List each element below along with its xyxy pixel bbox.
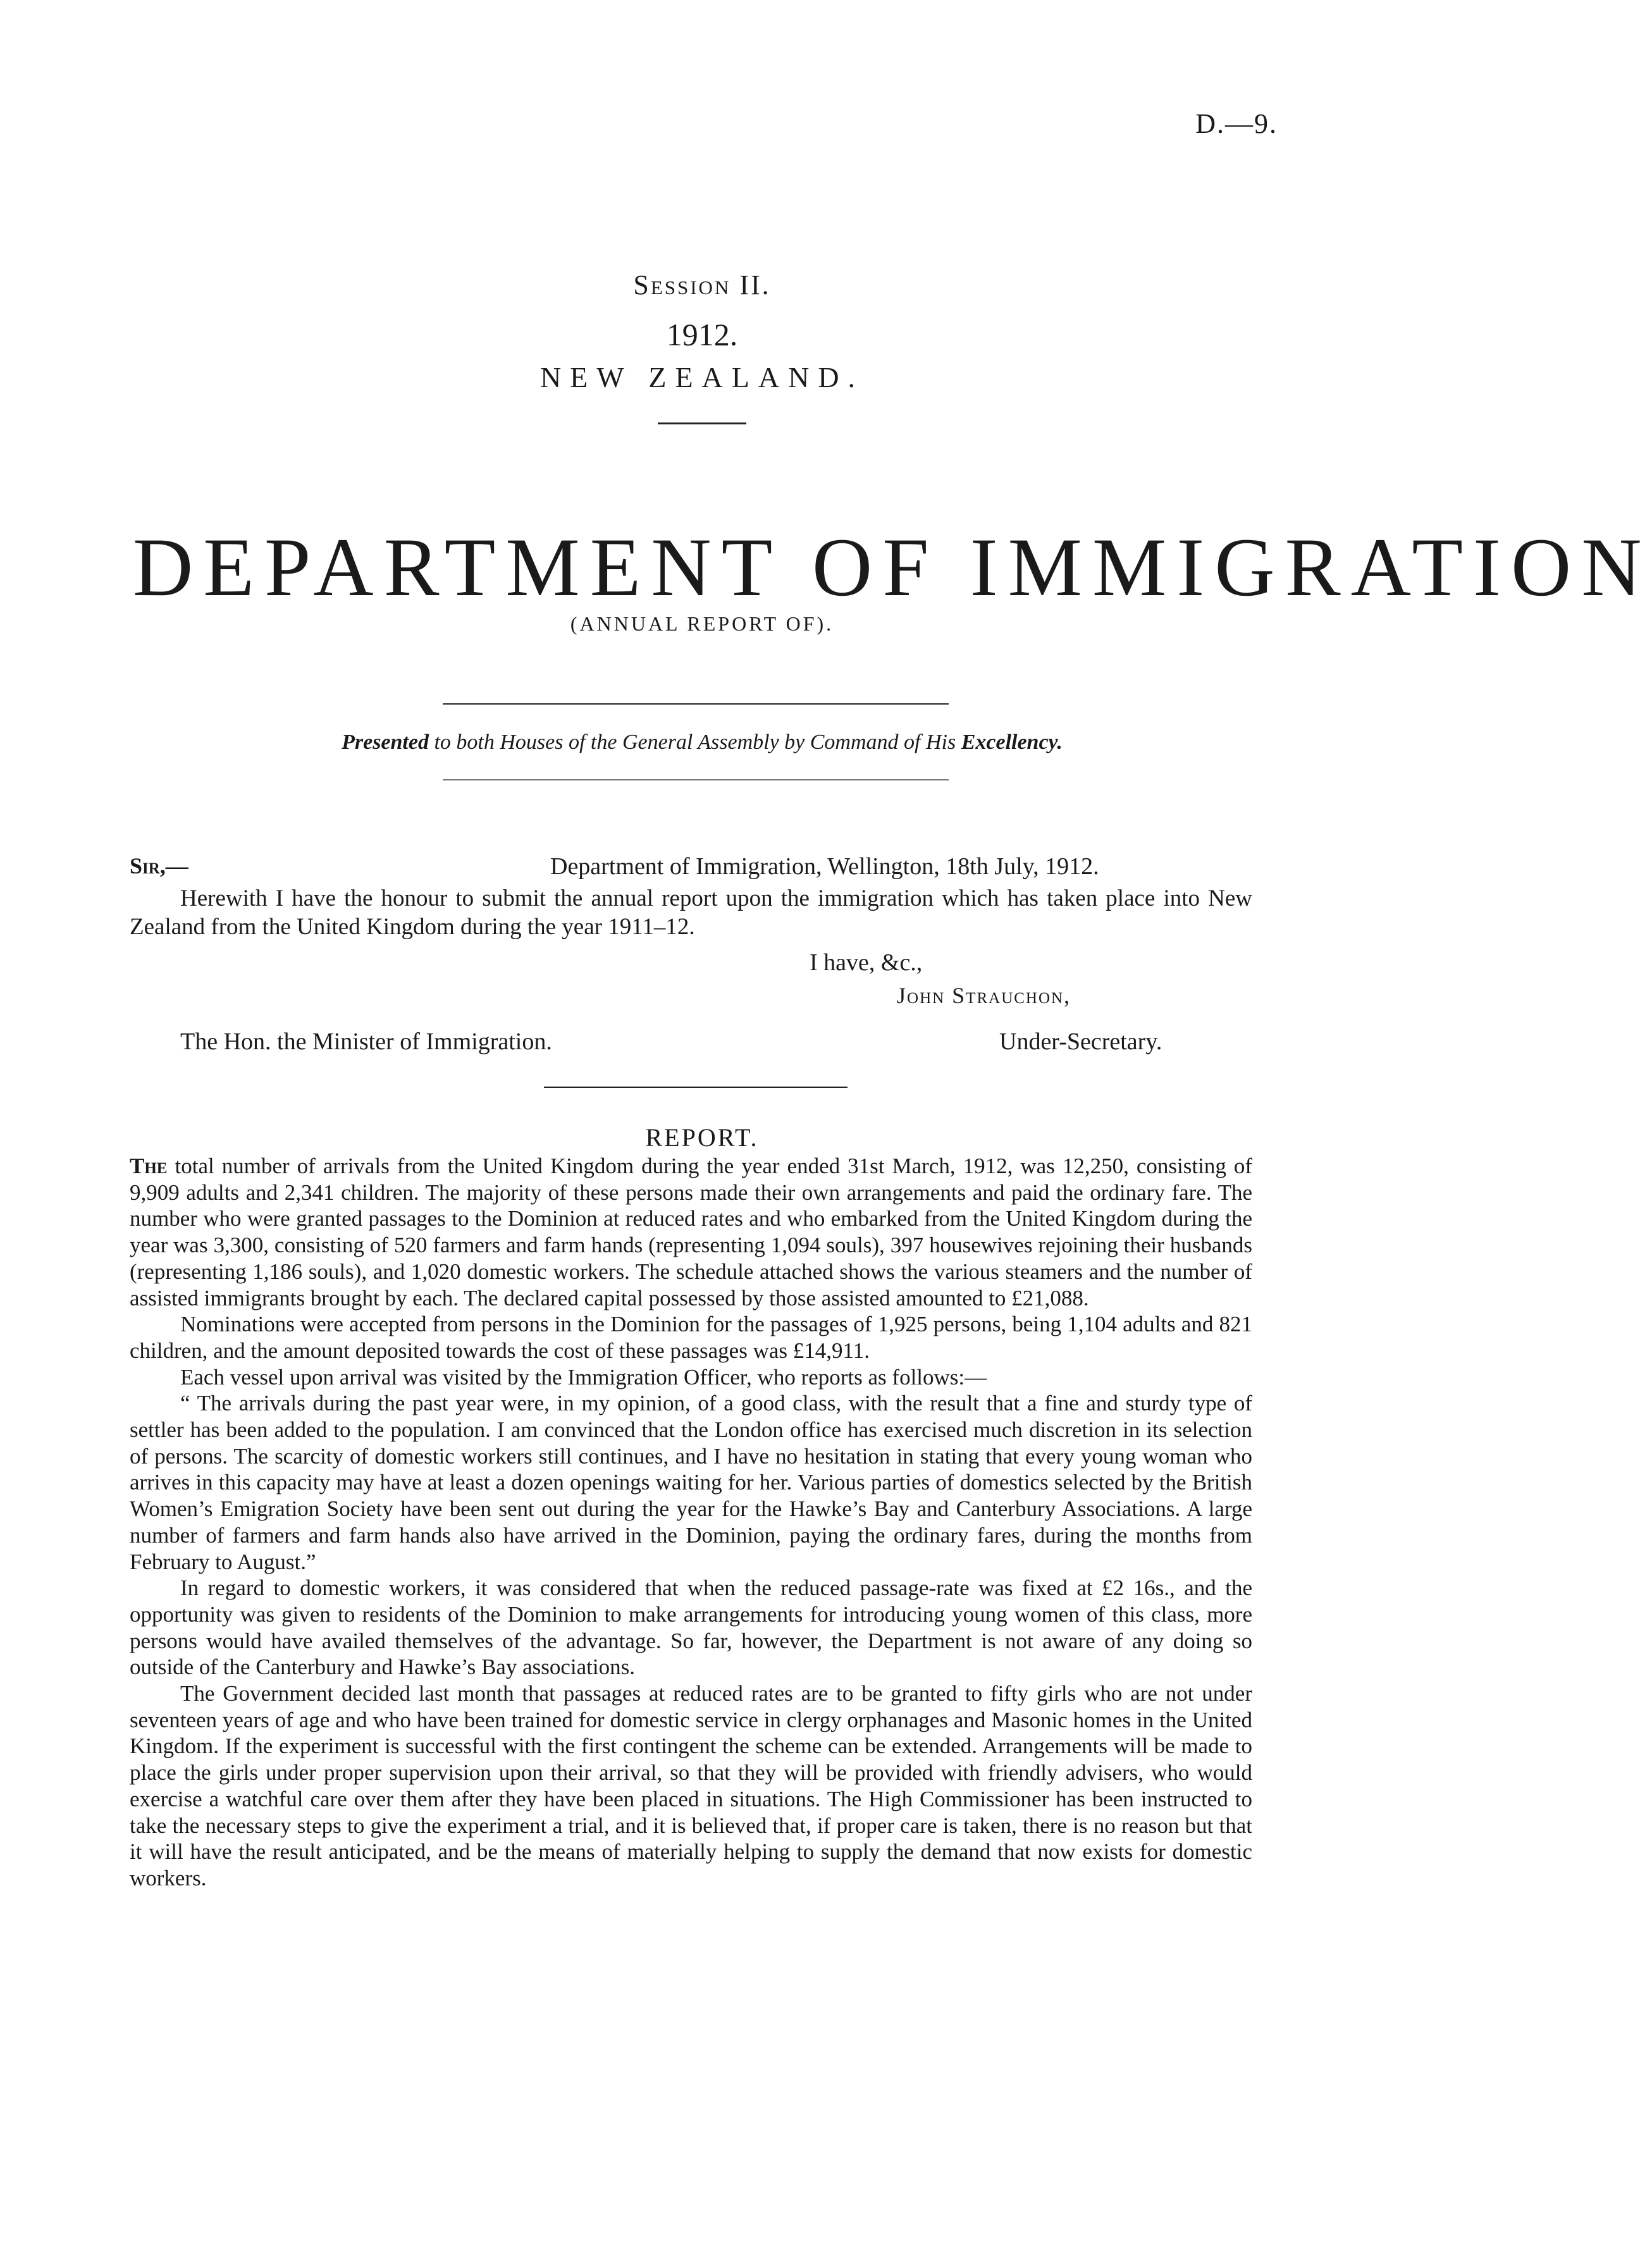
country-label: NEW ZEALAND. [539,361,865,393]
presented-line [0,730,1404,755]
report-paragraph-6: The Government decided last month that passages at reduced rates are to be granted to fifty girls who are not under seventeen years of age and who have been trained for domestic service in clergy orphanages and Masonic homes in the United Kingdom. If the experiment is successful with the first contingent the scheme can be extended. Arrangements will be made to place the girls under proper supervision upon their arrival, so that they will be provided with friendly advisers, who would exercise a watchful care over them after they have been placed in situations. The High Commissioner has been instructed to take the necessary steps to give the experiment a trial, and it is believed that, if proper care is taken, there is no reason but that it will have the result anticipated, and be the means of materially helping to supply the demand that now exists for domestic workers. [130,1681,1252,1890]
letter-addressee: The Hon. the Minister of Immigration. [180,1028,552,1055]
report-paragraph-3: Each vessel upon arrival was visited by the Immigration Officer, who reports as follows:— [180,1364,987,1390]
presented-lead: Presented [342,730,429,754]
session-label: Session II. [633,269,771,300]
letter-signature: John Strauchon, [897,983,1071,1008]
document-subtitle: (ANNUAL REPORT OF). [570,612,834,635]
presented-text: to both Houses of the General Assembly by Command of His [434,730,956,754]
report-paragraph-5: In regard to domestic workers, it was considered that when the reduced passage-rate was fixed at £2 16s., and the opportunity was given to residents of the Dominion to make arrangements for introducing young women of this class, more persons would have availed themselves of the advantage. So far, however, the Department is not aware of any doing so outside of the Canterbury and Hawke’s Bay associations. [130,1575,1252,1680]
letter-body: Herewith I have the honour to submit the annual report upon the immigration which has taken place into New Zealand from the United Kingdom during the year 1911–12. [130,885,1252,940]
letter-address: Department of Immigration, Wellington, 18th July, 1912. [550,853,1099,880]
presented-tail: Excellency. [961,730,1063,754]
title-divider [443,703,949,705]
report-paragraph-1 [130,1153,1252,1311]
letter-divider [544,1087,848,1088]
report-paragraph-2: Nominations were accepted from persons in the Dominion for the passages of 1,925 persons, being 1,104 adults and 821 children, and the amount deposited towards the cost of these passages was £14,911. [130,1312,1252,1363]
header-divider [658,422,746,424]
report-body [130,1153,1252,1892]
document-title: DEPARTMENT OF IMMIGRATION [133,521,1652,613]
presented-divider [443,779,949,780]
report-lead-word: The [130,1154,168,1178]
document-reference: D.—9. [1195,108,1278,139]
letter-signatory-title: Under-Secretary. [999,1028,1162,1055]
report-paragraph-4: “ The arrivals during the past year were, in my opinion, of a good class, with the result that a fine and sturdy type of settler has been added to the population. I am convinced that the London office has exercised much discretion in its selection of persons. The scarcity of domestic workers still continues, and I have no hesitation in stating that every young woman who arrives in this capacity may have at least a dozen openings waiting for her. Various parties of domestics selected by the British Women’s Emigration Society have been sent out during the year for the Hawke’s Bay and Canterbury Associations. A large number of farmers and farm hands also have arrived in the Dominion, paying the ordinary fares, during the months from February to August.” [130,1391,1252,1574]
letter-closing: I have, &c., [810,949,923,976]
report-paragraph-1-text: total number of arrivals from the United Kingdom during the year ended 31st March, 1912, was 12,250, consisting of 9,909 adults and 2,341 children. The majority of these persons made their own arrangements and paid the ordinary fare. The number who were granted passages to the Dominion at reduced rates and who embarked from the United Kingdom during the year was 3,300, consisting of 520 farmers and farm hands (representing 1,094 souls), 397 housewives rejoining their husbands (representing 1,186 souls), and 1,020 domestic workers. The schedule attached shows the various steamers and the number of assisted immigrants brought by each. The declared capital possessed by those assisted amounted to £21,088. [130,1154,1252,1310]
letter-salutation: Sir,— [130,853,188,878]
report-heading: REPORT. [645,1123,759,1152]
year-label: 1912. [666,317,738,352]
